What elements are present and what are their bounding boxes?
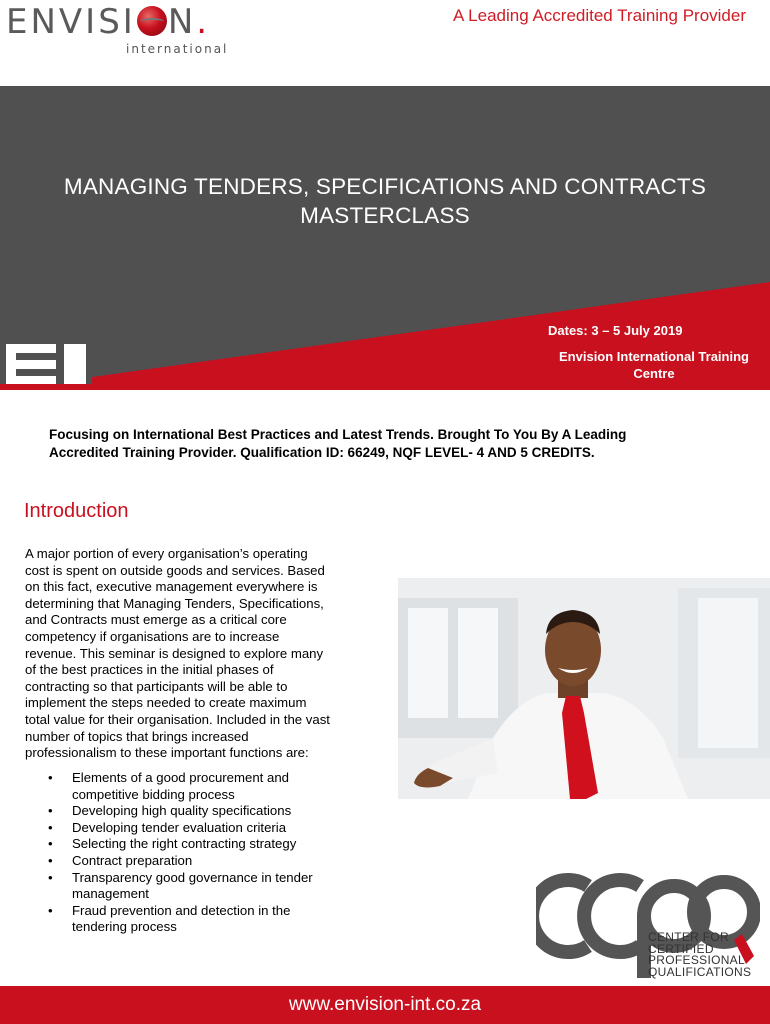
- course-title: [0, 172, 770, 230]
- red-wedge: [0, 86, 770, 390]
- focus-statement: [49, 426, 739, 462]
- ccpq-caption-line: QUALIFICATIONS: [648, 964, 752, 979]
- title-banner: [0, 86, 770, 390]
- ei-logo-icon: [0, 340, 92, 390]
- intro-line: total value for their organisation. Included in the vast: [25, 711, 330, 727]
- footer-bar: [0, 986, 770, 1024]
- intro-line: implement the steps needed to create maximum: [25, 695, 307, 711]
- envision-logo: [6, 2, 256, 64]
- ccpq-caption-line: CENTER FOR: [648, 930, 729, 944]
- venue-line-1: Envision International Training: [559, 349, 749, 364]
- venue-line-2: Centre: [633, 366, 675, 381]
- list-item-line: tendering process: [72, 919, 177, 935]
- focus-line-2: Accredited Training Provider. Qualification ID: 66249, NQF LEVEL- 4 AND 5 CREDITS.: [49, 445, 595, 460]
- list-item-line: • Developing tender evaluation criteria: [72, 819, 287, 835]
- list-item-line: competitive bidding process: [72, 786, 235, 802]
- logo-subtitle: international: [126, 42, 229, 56]
- list-item: [48, 870, 348, 903]
- list-item-line: • Selecting the right contracting strategy: [72, 836, 297, 852]
- list-item-line: • Elements of a good procurement and: [72, 770, 289, 785]
- list-item-line: management: [72, 886, 149, 902]
- logo-dot: .: [196, 2, 211, 42]
- ccpq-caption-line: CERTIFIED: [648, 941, 714, 956]
- intro-line: A major portion of every organisation’s operating: [25, 546, 308, 561]
- list-item: [48, 853, 348, 870]
- intro-line: competency if organisations are to increase: [25, 628, 280, 644]
- list-item: [48, 903, 348, 936]
- list-item-line: • Fraud prevention and detection in the: [72, 902, 291, 918]
- website-link[interactable]: www.envision-int.co.za: [288, 994, 482, 1015]
- intro-line: contracting so that participants will be able to: [25, 678, 288, 694]
- topics-list: [48, 770, 348, 936]
- list-item: [48, 836, 348, 853]
- list-item: [48, 820, 348, 837]
- intro-line: number of topics that brings increased: [25, 728, 249, 744]
- intro-line: cost is spent on outside goods and services. Based: [25, 562, 325, 578]
- businessman-handshake-photo: [398, 578, 770, 799]
- ccpq-caption: [648, 932, 751, 978]
- list-item: [48, 803, 348, 820]
- intro-line: revenue. This seminar is designed to explore many: [25, 645, 324, 661]
- intro-line: and Contracts must emerge as a critical core: [25, 612, 287, 628]
- introduction-heading: Introduction: [24, 500, 129, 522]
- focus-line-1: Focusing on International Best Practices and Latest Trends. Brought To You By A Leading: [49, 427, 627, 442]
- logo-word-right: N: [167, 2, 197, 42]
- list-item-line: • Developing high quality specifications: [72, 803, 292, 819]
- list-item: [48, 770, 348, 803]
- course-title-line-2: MASTERCLASS: [300, 203, 470, 228]
- list-item-line: • Transparency good governance in tender: [72, 869, 313, 885]
- intro-line: on this fact, executive management everywhere is: [25, 579, 318, 595]
- logo-word-left: ENVISI: [6, 2, 136, 42]
- intro-line: of the best practices in the initial phases of: [25, 662, 274, 678]
- logo-wordmark: [6, 2, 210, 42]
- globe-icon: [137, 6, 167, 36]
- introduction-paragraph: [25, 546, 360, 762]
- tagline: A Leading Accredited Training Provider: [453, 6, 746, 25]
- intro-line: professionalism to these important functions are:: [25, 745, 309, 761]
- intro-line: determining that Managing Tenders, Specifications,: [25, 595, 324, 611]
- course-title-line-1: MANAGING TENDERS, SPECIFICATIONS AND CONTRACTS: [63, 174, 707, 199]
- ccpq-caption-line: PROFESSIONAL: [648, 953, 745, 967]
- course-dates: Dates: 3 – 5 July 2019: [548, 323, 683, 338]
- list-item-line: • Contract preparation: [72, 852, 193, 868]
- course-venue: [544, 348, 764, 382]
